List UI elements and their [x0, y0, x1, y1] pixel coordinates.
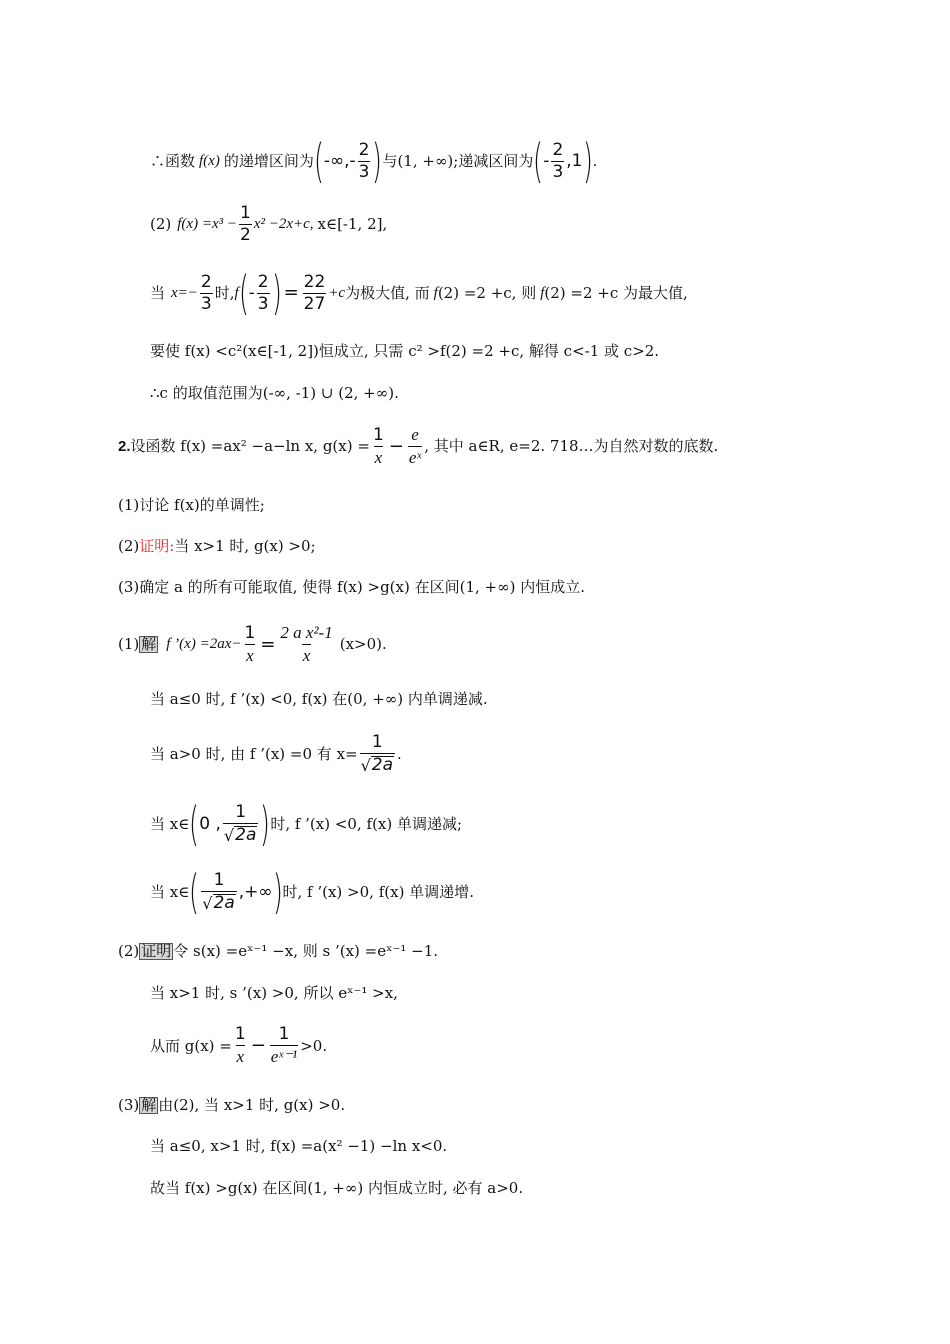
math: +c: [328, 284, 346, 301]
text: , 其中 a∈R, e=2. 718…为自然对数的底数.: [424, 437, 719, 455]
text: ∴函数: [150, 151, 196, 170]
text: 当 x>1 时, g(x) >0;: [174, 537, 316, 555]
math: −: [388, 435, 404, 457]
math: -: [543, 150, 550, 171]
math: f(x) =x³ −: [177, 216, 237, 232]
math: 0 ,: [199, 813, 221, 834]
fraction: $\frac{1}{\text{eˣ⁻¹}}$: [270, 1024, 298, 1066]
fraction: $\frac{e}{\text{eˣ}}$: [408, 425, 422, 467]
fraction: $\frac{1}{x}$: [234, 1024, 246, 1066]
math: .: [592, 151, 598, 170]
solution-3: [118, 1097, 345, 1114]
text: (3): [118, 1096, 140, 1114]
text: (2) =2 +c, 则: [437, 283, 537, 302]
line-4: [150, 344, 659, 359]
solution-label-box: 解: [141, 635, 157, 653]
text: 当: [150, 283, 166, 302]
fraction: 1 √ 2a: [223, 801, 257, 845]
fraction: 1 √ 2a: [360, 732, 394, 775]
solution-label-box: 解: [141, 1096, 157, 1114]
text: (2) =2 +c 为最大值,: [544, 283, 688, 302]
line-1: [150, 134, 598, 188]
math: -∞,-: [323, 150, 356, 171]
line-20: [150, 1181, 523, 1196]
math: x² −2x+c,: [253, 216, 314, 232]
text: (1)讨论 f(x)的单调性;: [118, 496, 265, 514]
text: 当 a>0 时, 由 f ’(x) =0 有 x=: [150, 745, 358, 763]
text: 要使 f(x) <c²(x∈[-1, 2])恒成立, 只需 c² >f(2) =2 +c, 解得 c<-1 或 c>2.: [150, 342, 660, 360]
problem-number: 2.: [118, 438, 131, 455]
text: .: [397, 745, 402, 763]
text: (2): [118, 942, 140, 960]
line-11: [150, 692, 488, 707]
part-1-question: [118, 498, 265, 513]
text: 时,: [214, 283, 235, 302]
math: x=−: [171, 284, 198, 301]
fraction: $\frac{2}{3}$: [257, 271, 269, 314]
math: =: [283, 282, 299, 303]
line-14: [150, 865, 474, 919]
solution-2: [118, 943, 438, 960]
text: 从而 g(x) =: [150, 1036, 232, 1055]
interval: ( - $\frac{2}{3}$ ,1 ): [533, 134, 593, 188]
math: f ’(x) =2ax−: [166, 636, 242, 652]
line-12: [150, 734, 402, 775]
fraction: $\frac{\text{2 a x²-1}}{x}$: [280, 623, 333, 665]
line-5: [150, 386, 399, 401]
math: f(x): [199, 152, 220, 169]
problem-2-statement: [118, 426, 718, 467]
text: x∈[-1, 2],: [317, 215, 388, 233]
line-19: [150, 1139, 447, 1154]
interval: ( -∞,- $\frac{2}{3}$ ): [313, 134, 383, 188]
math: f: [540, 284, 545, 301]
text: (2): [118, 537, 140, 555]
text: (x>0).: [339, 635, 387, 653]
text: 当 a≤0, x>1 时, f(x) =a(x² −1) −ln x<0.: [150, 1137, 448, 1155]
fraction: $\frac{22}{27}$: [303, 271, 326, 314]
part-3-question: [118, 580, 585, 595]
line-17: [150, 1026, 327, 1066]
text: (3)确定 a 的所有可能取值, 使得 f(x) >g(x) 在区间(1, +∞) 内恒成立.: [118, 578, 586, 596]
fraction: $\frac{1}{2}$: [239, 203, 251, 245]
line-16: [150, 986, 398, 1001]
fraction: $\frac{2}{3}$: [358, 139, 370, 182]
text: 的递增区间为: [223, 151, 314, 170]
text: 令 s(x) =eˣ⁻¹ −x, 则 s ’(x) =eˣ⁻¹ −1.: [173, 942, 439, 960]
math: -: [248, 282, 255, 303]
text: 当 x∈: [150, 814, 190, 833]
line-13: [150, 797, 463, 851]
math: ,+∞: [238, 881, 273, 902]
fraction: $\frac{2}{3}$: [552, 139, 564, 182]
fraction: $\frac{1}{x}$: [372, 424, 384, 467]
text: 设函数 f(x) =ax² −a−ln x, g(x) =: [130, 437, 370, 455]
interval: ( 1 √ 2a ,+∞ ): [189, 865, 283, 919]
part-2-question: [118, 539, 316, 554]
text: (2): [150, 215, 172, 233]
math: =: [260, 633, 276, 655]
text: 当 a≤0 时, f ’(x) <0, f(x) 在(0, +∞) 内单调递减.: [150, 690, 488, 708]
math: ,1: [566, 150, 583, 171]
text: 时, f ’(x) >0, f(x) 单调递增.: [282, 882, 474, 901]
text: 故当 f(x) >g(x) 在区间(1, +∞) 内恒成立时, 必有 a>0.: [150, 1179, 524, 1197]
interval: ( 0 , 1 √ 2a ): [189, 797, 271, 851]
math: f: [433, 284, 438, 301]
line-2: [150, 205, 387, 244]
text: 由(2), 当 x>1 时, g(x) >0.: [158, 1096, 346, 1114]
proof-label-box: 证明: [141, 942, 172, 960]
proof-label-red: 证明:: [139, 537, 175, 555]
fraction: $\frac{2}{3}$: [200, 271, 212, 314]
text: 与(1, +∞);递减区间为: [382, 151, 534, 170]
line-3: [150, 266, 688, 320]
text: (1): [118, 635, 140, 653]
math: f: [234, 284, 239, 301]
text: >0.: [300, 1036, 328, 1055]
text: 时, f ’(x) <0, f(x) 单调递减;: [270, 814, 463, 833]
fraction: 1 √ 2a: [202, 869, 235, 913]
fraction: $\frac{1}{x}$: [244, 622, 256, 665]
text: ∴c 的取值范围为(-∞, -1) ∪ (2, +∞).: [150, 384, 399, 402]
paren-group: ( - $\frac{2}{3}$ ): [238, 266, 282, 320]
text: 当 x>1 时, s ’(x) >0, 所以 eˣ⁻¹ >x,: [150, 984, 398, 1002]
math: −: [250, 1035, 266, 1056]
text: 当 x∈: [150, 882, 190, 901]
text: 为极大值, 而: [345, 283, 430, 302]
solution-1: [118, 624, 387, 665]
